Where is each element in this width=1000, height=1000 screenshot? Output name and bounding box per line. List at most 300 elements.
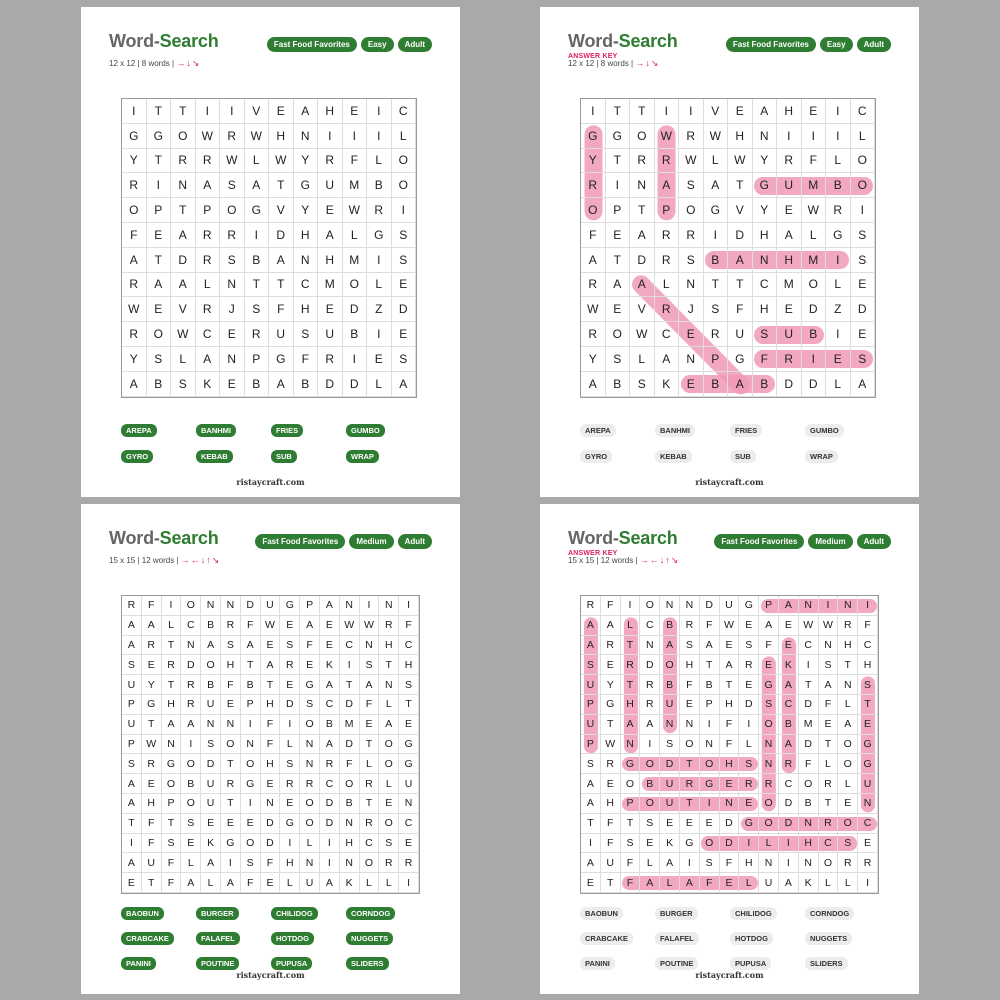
grid-letter[interactable]: G	[728, 347, 753, 372]
grid-letter[interactable]: A	[660, 853, 680, 873]
grid-letter[interactable]: S	[221, 636, 241, 656]
grid-letter[interactable]: A	[728, 372, 753, 397]
grid-letter[interactable]: T	[606, 149, 631, 174]
grid-letter[interactable]: G	[300, 675, 320, 695]
grid-letter[interactable]: O	[640, 794, 660, 814]
grid-letter[interactable]: U	[201, 695, 221, 715]
grid-letter[interactable]: H	[280, 853, 300, 873]
grid-letter[interactable]: R	[181, 695, 201, 715]
grid-letter[interactable]: L	[826, 372, 851, 397]
grid-letter[interactable]: A	[779, 873, 799, 893]
grid-letter[interactable]: E	[739, 675, 759, 695]
grid-letter[interactable]: O	[838, 735, 858, 755]
grid-letter[interactable]: R	[655, 149, 680, 174]
grid-letter[interactable]: E	[147, 223, 172, 248]
grid-letter[interactable]: D	[779, 814, 799, 834]
grid-letter[interactable]: I	[343, 124, 368, 149]
grid-letter[interactable]: N	[300, 853, 320, 873]
grid-letter[interactable]: L	[630, 347, 655, 372]
grid-letter[interactable]: O	[221, 735, 241, 755]
grid-letter[interactable]: V	[630, 297, 655, 322]
grid-letter[interactable]: M	[802, 248, 827, 273]
grid-letter[interactable]: D	[779, 794, 799, 814]
grid-letter[interactable]: I	[826, 124, 851, 149]
grid-letter[interactable]: F	[621, 853, 641, 873]
grid-letter[interactable]: H	[799, 834, 819, 854]
grid-letter[interactable]: R	[181, 675, 201, 695]
grid-letter[interactable]: R	[581, 273, 606, 298]
grid-letter[interactable]: S	[759, 695, 779, 715]
grid-letter[interactable]: F	[343, 149, 368, 174]
grid-letter[interactable]: N	[759, 754, 779, 774]
grid-letter[interactable]: O	[147, 322, 172, 347]
grid-letter[interactable]: H	[162, 695, 182, 715]
grid-letter[interactable]: R	[704, 322, 729, 347]
grid-letter[interactable]: A	[201, 636, 221, 656]
grid-letter[interactable]: H	[621, 695, 641, 715]
grid-letter[interactable]: E	[392, 322, 417, 347]
grid-letter[interactable]: L	[360, 754, 380, 774]
grid-letter[interactable]: A	[630, 273, 655, 298]
grid-letter[interactable]: U	[660, 794, 680, 814]
grid-letter[interactable]: A	[162, 715, 182, 735]
grid-letter[interactable]: F	[241, 873, 261, 893]
grid-letter[interactable]: S	[162, 834, 182, 854]
grid-letter[interactable]: I	[367, 248, 392, 273]
grid-letter[interactable]: A	[196, 173, 221, 198]
grid-letter[interactable]: K	[340, 873, 360, 893]
grid-letter[interactable]: K	[320, 655, 340, 675]
grid-letter[interactable]: R	[122, 173, 147, 198]
grid-letter[interactable]: B	[340, 794, 360, 814]
grid-letter[interactable]: I	[851, 198, 876, 223]
grid-letter[interactable]: H	[294, 223, 319, 248]
grid-letter[interactable]: O	[379, 814, 399, 834]
grid-letter[interactable]: D	[660, 754, 680, 774]
grid-letter[interactable]: A	[655, 347, 680, 372]
grid-letter[interactable]: H	[858, 655, 878, 675]
grid-letter[interactable]: R	[838, 616, 858, 636]
grid-letter[interactable]: W	[704, 124, 729, 149]
grid-letter[interactable]: L	[655, 273, 680, 298]
grid-letter[interactable]: C	[320, 774, 340, 794]
grid-letter[interactable]: R	[318, 347, 343, 372]
grid-letter[interactable]: L	[621, 616, 641, 636]
grid-letter[interactable]: S	[171, 372, 196, 397]
grid-letter[interactable]: G	[221, 834, 241, 854]
grid-letter[interactable]: A	[581, 248, 606, 273]
grid-letter[interactable]: O	[606, 322, 631, 347]
grid-letter[interactable]: T	[379, 655, 399, 675]
grid-letter[interactable]: R	[777, 347, 802, 372]
grid-letter[interactable]: T	[621, 814, 641, 834]
grid-letter[interactable]: E	[399, 715, 419, 735]
grid-letter[interactable]: T	[171, 99, 196, 124]
grid-letter[interactable]: N	[340, 596, 360, 616]
grid-letter[interactable]: T	[221, 794, 241, 814]
grid-letter[interactable]: H	[777, 248, 802, 273]
grid-letter[interactable]: U	[122, 715, 142, 735]
grid-letter[interactable]: I	[799, 655, 819, 675]
grid-letter[interactable]: H	[753, 223, 778, 248]
grid-letter[interactable]: C	[819, 834, 839, 854]
grid-letter[interactable]: A	[640, 715, 660, 735]
grid-letter[interactable]: N	[340, 853, 360, 873]
grid-letter[interactable]: N	[340, 814, 360, 834]
grid-letter[interactable]: H	[601, 794, 621, 814]
grid-letter[interactable]: O	[700, 834, 720, 854]
grid-letter[interactable]: I	[340, 655, 360, 675]
grid-letter[interactable]: T	[858, 695, 878, 715]
grid-letter[interactable]: S	[245, 297, 270, 322]
grid-letter[interactable]: S	[679, 173, 704, 198]
grid-letter[interactable]: C	[196, 322, 221, 347]
grid-letter[interactable]: D	[181, 655, 201, 675]
grid-letter[interactable]: S	[220, 248, 245, 273]
grid-letter[interactable]: N	[858, 794, 878, 814]
grid-letter[interactable]: Y	[581, 149, 606, 174]
grid-letter[interactable]: G	[680, 834, 700, 854]
grid-letter[interactable]: S	[851, 223, 876, 248]
grid-letter[interactable]: I	[318, 124, 343, 149]
grid-letter[interactable]: F	[720, 715, 740, 735]
grid-letter[interactable]: S	[819, 655, 839, 675]
grid-letter[interactable]: E	[320, 616, 340, 636]
grid-letter[interactable]: P	[147, 198, 172, 223]
grid-letter[interactable]: R	[601, 754, 621, 774]
grid-letter[interactable]: I	[655, 99, 680, 124]
grid-letter[interactable]: N	[221, 715, 241, 735]
grid-letter[interactable]: B	[245, 372, 270, 397]
grid-letter[interactable]: L	[300, 834, 320, 854]
grid-letter[interactable]: L	[280, 873, 300, 893]
grid-letter[interactable]: P	[162, 794, 182, 814]
grid-letter[interactable]: T	[122, 814, 142, 834]
grid-letter[interactable]: D	[201, 754, 221, 774]
grid-letter[interactable]: A	[581, 616, 601, 636]
grid-letter[interactable]: G	[147, 124, 172, 149]
grid-letter[interactable]: G	[269, 347, 294, 372]
grid-letter[interactable]: E	[858, 834, 878, 854]
grid-letter[interactable]: E	[779, 636, 799, 656]
grid-letter[interactable]: E	[680, 814, 700, 834]
grid-letter[interactable]: I	[700, 794, 720, 814]
grid-letter[interactable]: H	[340, 834, 360, 854]
grid-letter[interactable]: C	[320, 695, 340, 715]
grid-letter[interactable]: L	[704, 149, 729, 174]
grid-letter[interactable]: T	[621, 675, 641, 695]
grid-letter[interactable]: D	[320, 794, 340, 814]
grid-letter[interactable]: H	[221, 655, 241, 675]
grid-letter[interactable]: U	[201, 774, 221, 794]
grid-letter[interactable]: D	[261, 814, 281, 834]
grid-letter[interactable]: L	[343, 223, 368, 248]
grid-letter[interactable]: U	[269, 322, 294, 347]
grid-letter[interactable]: B	[241, 675, 261, 695]
grid-letter[interactable]: U	[318, 322, 343, 347]
grid-letter[interactable]: I	[280, 834, 300, 854]
grid-letter[interactable]: O	[241, 754, 261, 774]
grid-letter[interactable]: Y	[122, 347, 147, 372]
grid-letter[interactable]: C	[392, 99, 417, 124]
grid-letter[interactable]: I	[826, 248, 851, 273]
grid-letter[interactable]: N	[360, 636, 380, 656]
grid-letter[interactable]: F	[221, 675, 241, 695]
grid-letter[interactable]: R	[220, 124, 245, 149]
grid-letter[interactable]: A	[122, 616, 142, 636]
grid-letter[interactable]: U	[142, 853, 162, 873]
grid-letter[interactable]: Y	[142, 675, 162, 695]
grid-letter[interactable]: O	[343, 273, 368, 298]
grid-letter[interactable]: F	[340, 754, 360, 774]
grid-letter[interactable]: T	[399, 695, 419, 715]
grid-letter[interactable]: I	[640, 735, 660, 755]
grid-letter[interactable]: H	[720, 754, 740, 774]
grid-letter[interactable]: E	[720, 636, 740, 656]
grid-letter[interactable]: L	[367, 273, 392, 298]
grid-letter[interactable]: S	[630, 372, 655, 397]
grid-letter[interactable]: V	[728, 198, 753, 223]
grid-letter[interactable]: F	[581, 223, 606, 248]
grid-letter[interactable]: U	[261, 596, 281, 616]
grid-letter[interactable]: G	[280, 596, 300, 616]
grid-letter[interactable]: F	[720, 853, 740, 873]
grid-letter[interactable]: E	[759, 655, 779, 675]
grid-letter[interactable]: E	[142, 774, 162, 794]
grid-letter[interactable]: S	[640, 814, 660, 834]
grid-letter[interactable]: G	[858, 754, 878, 774]
grid-letter[interactable]: L	[826, 149, 851, 174]
grid-letter[interactable]: I	[147, 173, 172, 198]
grid-letter[interactable]: B	[826, 173, 851, 198]
grid-letter[interactable]: N	[799, 853, 819, 873]
grid-letter[interactable]: T	[630, 99, 655, 124]
grid-letter[interactable]: E	[606, 297, 631, 322]
grid-letter[interactable]: D	[340, 735, 360, 755]
grid-letter[interactable]: W	[196, 124, 221, 149]
grid-letter[interactable]: I	[399, 596, 419, 616]
grid-letter[interactable]: B	[802, 322, 827, 347]
grid-letter[interactable]: Y	[753, 149, 778, 174]
grid-letter[interactable]: O	[581, 198, 606, 223]
grid-letter[interactable]: C	[360, 834, 380, 854]
grid-letter[interactable]: G	[581, 124, 606, 149]
grid-letter[interactable]: N	[640, 636, 660, 656]
grid-letter[interactable]: G	[122, 124, 147, 149]
grid-letter[interactable]: N	[379, 675, 399, 695]
grid-letter[interactable]: I	[320, 834, 340, 854]
grid-letter[interactable]: W	[581, 297, 606, 322]
grid-letter[interactable]: O	[360, 853, 380, 873]
grid-letter[interactable]: E	[660, 814, 680, 834]
grid-letter[interactable]: N	[660, 596, 680, 616]
grid-letter[interactable]: G	[399, 735, 419, 755]
grid-letter[interactable]: P	[704, 347, 729, 372]
grid-letter[interactable]: P	[655, 198, 680, 223]
grid-letter[interactable]: A	[753, 99, 778, 124]
grid-letter[interactable]: Y	[294, 198, 319, 223]
grid-letter[interactable]: T	[621, 636, 641, 656]
grid-letter[interactable]: R	[655, 297, 680, 322]
grid-letter[interactable]: E	[838, 794, 858, 814]
grid-letter[interactable]: T	[241, 655, 261, 675]
grid-letter[interactable]: E	[640, 834, 660, 854]
grid-letter[interactable]: E	[739, 794, 759, 814]
grid-letter[interactable]: O	[220, 198, 245, 223]
grid-letter[interactable]: I	[367, 99, 392, 124]
grid-letter[interactable]: S	[858, 675, 878, 695]
grid-letter[interactable]: S	[704, 297, 729, 322]
grid-letter[interactable]: T	[162, 814, 182, 834]
grid-letter[interactable]: A	[147, 273, 172, 298]
grid-letter[interactable]: S	[392, 223, 417, 248]
grid-letter[interactable]: L	[819, 873, 839, 893]
grid-letter[interactable]: A	[700, 636, 720, 656]
grid-letter[interactable]: R	[162, 655, 182, 675]
grid-letter[interactable]: A	[392, 372, 417, 397]
grid-letter[interactable]: K	[655, 372, 680, 397]
grid-letter[interactable]: U	[728, 322, 753, 347]
grid-letter[interactable]: L	[367, 149, 392, 174]
grid-letter[interactable]: L	[367, 372, 392, 397]
grid-letter[interactable]: B	[799, 794, 819, 814]
grid-letter[interactable]: U	[660, 774, 680, 794]
grid-letter[interactable]: O	[759, 814, 779, 834]
grid-letter[interactable]: O	[241, 834, 261, 854]
grid-letter[interactable]: E	[280, 616, 300, 636]
grid-letter[interactable]: E	[142, 655, 162, 675]
grid-letter[interactable]: N	[799, 596, 819, 616]
grid-letter[interactable]: M	[799, 715, 819, 735]
grid-letter[interactable]: I	[779, 853, 799, 873]
grid-letter[interactable]: F	[142, 814, 162, 834]
grid-letter[interactable]: W	[220, 149, 245, 174]
grid-letter[interactable]: Y	[601, 675, 621, 695]
grid-letter[interactable]: T	[162, 675, 182, 695]
grid-letter[interactable]: A	[581, 636, 601, 656]
grid-letter[interactable]: A	[261, 655, 281, 675]
grid-letter[interactable]: A	[241, 636, 261, 656]
grid-letter[interactable]: E	[700, 814, 720, 834]
grid-letter[interactable]: E	[858, 715, 878, 735]
grid-letter[interactable]: E	[318, 198, 343, 223]
grid-letter[interactable]: G	[601, 695, 621, 715]
grid-letter[interactable]: T	[340, 675, 360, 695]
grid-letter[interactable]: C	[399, 814, 419, 834]
grid-letter[interactable]: D	[720, 814, 740, 834]
grid-letter[interactable]: R	[196, 297, 221, 322]
grid-letter[interactable]: C	[851, 99, 876, 124]
grid-letter[interactable]: S	[851, 347, 876, 372]
grid-letter[interactable]: B	[779, 715, 799, 735]
grid-letter[interactable]: A	[819, 675, 839, 695]
grid-letter[interactable]: I	[220, 99, 245, 124]
grid-letter[interactable]: T	[700, 655, 720, 675]
grid-letter[interactable]: R	[621, 655, 641, 675]
grid-letter[interactable]: L	[819, 754, 839, 774]
grid-letter[interactable]: E	[122, 873, 142, 893]
grid-letter[interactable]: I	[181, 735, 201, 755]
grid-letter[interactable]: T	[147, 149, 172, 174]
grid-letter[interactable]: O	[799, 774, 819, 794]
grid-letter[interactable]: H	[318, 248, 343, 273]
grid-letter[interactable]: S	[838, 834, 858, 854]
grid-letter[interactable]: D	[318, 372, 343, 397]
grid-letter[interactable]: I	[581, 834, 601, 854]
grid-letter[interactable]: S	[220, 173, 245, 198]
grid-letter[interactable]: B	[367, 173, 392, 198]
grid-letter[interactable]: S	[581, 754, 601, 774]
grid-letter[interactable]: I	[858, 596, 878, 616]
grid-letter[interactable]: G	[826, 223, 851, 248]
grid-letter[interactable]: C	[799, 636, 819, 656]
grid-letter[interactable]: G	[858, 735, 878, 755]
grid-letter[interactable]: S	[392, 248, 417, 273]
grid-letter[interactable]: S	[181, 814, 201, 834]
grid-letter[interactable]: T	[720, 675, 740, 695]
grid-letter[interactable]: E	[606, 223, 631, 248]
grid-letter[interactable]: L	[826, 273, 851, 298]
grid-letter[interactable]: W	[343, 198, 368, 223]
grid-letter[interactable]: N	[399, 794, 419, 814]
grid-letter[interactable]: D	[799, 735, 819, 755]
grid-letter[interactable]: R	[280, 655, 300, 675]
grid-letter[interactable]: D	[799, 695, 819, 715]
grid-letter[interactable]: R	[581, 322, 606, 347]
grid-letter[interactable]: I	[392, 198, 417, 223]
grid-letter[interactable]: R	[819, 774, 839, 794]
grid-letter[interactable]: F	[142, 596, 162, 616]
grid-letter[interactable]: O	[621, 774, 641, 794]
grid-letter[interactable]: E	[220, 322, 245, 347]
grid-letter[interactable]: G	[367, 223, 392, 248]
grid-letter[interactable]: E	[318, 297, 343, 322]
grid-letter[interactable]: F	[162, 873, 182, 893]
grid-letter[interactable]: A	[300, 616, 320, 636]
grid-letter[interactable]: N	[753, 124, 778, 149]
grid-letter[interactable]: F	[720, 735, 740, 755]
grid-letter[interactable]: T	[601, 715, 621, 735]
grid-letter[interactable]: F	[162, 853, 182, 873]
grid-letter[interactable]: E	[367, 347, 392, 372]
grid-letter[interactable]: P	[581, 695, 601, 715]
grid-letter[interactable]: R	[196, 248, 221, 273]
grid-letter[interactable]: Y	[294, 149, 319, 174]
grid-letter[interactable]: O	[300, 715, 320, 735]
grid-letter[interactable]: R	[630, 149, 655, 174]
grid-letter[interactable]: A	[122, 774, 142, 794]
grid-letter[interactable]: A	[640, 873, 660, 893]
grid-letter[interactable]: L	[739, 735, 759, 755]
grid-letter[interactable]: U	[720, 596, 740, 616]
grid-letter[interactable]: G	[621, 754, 641, 774]
grid-letter[interactable]: G	[162, 754, 182, 774]
grid-letter[interactable]: N	[201, 715, 221, 735]
grid-letter[interactable]: S	[753, 322, 778, 347]
grid-letter[interactable]: N	[720, 794, 740, 814]
grid-letter[interactable]: N	[680, 715, 700, 735]
grid-letter[interactable]: T	[838, 655, 858, 675]
grid-letter[interactable]: G	[245, 198, 270, 223]
grid-letter[interactable]: R	[196, 223, 221, 248]
grid-letter[interactable]: E	[728, 99, 753, 124]
grid-letter[interactable]: R	[680, 774, 700, 794]
grid-letter[interactable]: F	[802, 149, 827, 174]
grid-letter[interactable]: U	[777, 173, 802, 198]
grid-letter[interactable]: P	[759, 596, 779, 616]
grid-letter[interactable]: S	[680, 636, 700, 656]
grid-letter[interactable]: B	[201, 616, 221, 636]
